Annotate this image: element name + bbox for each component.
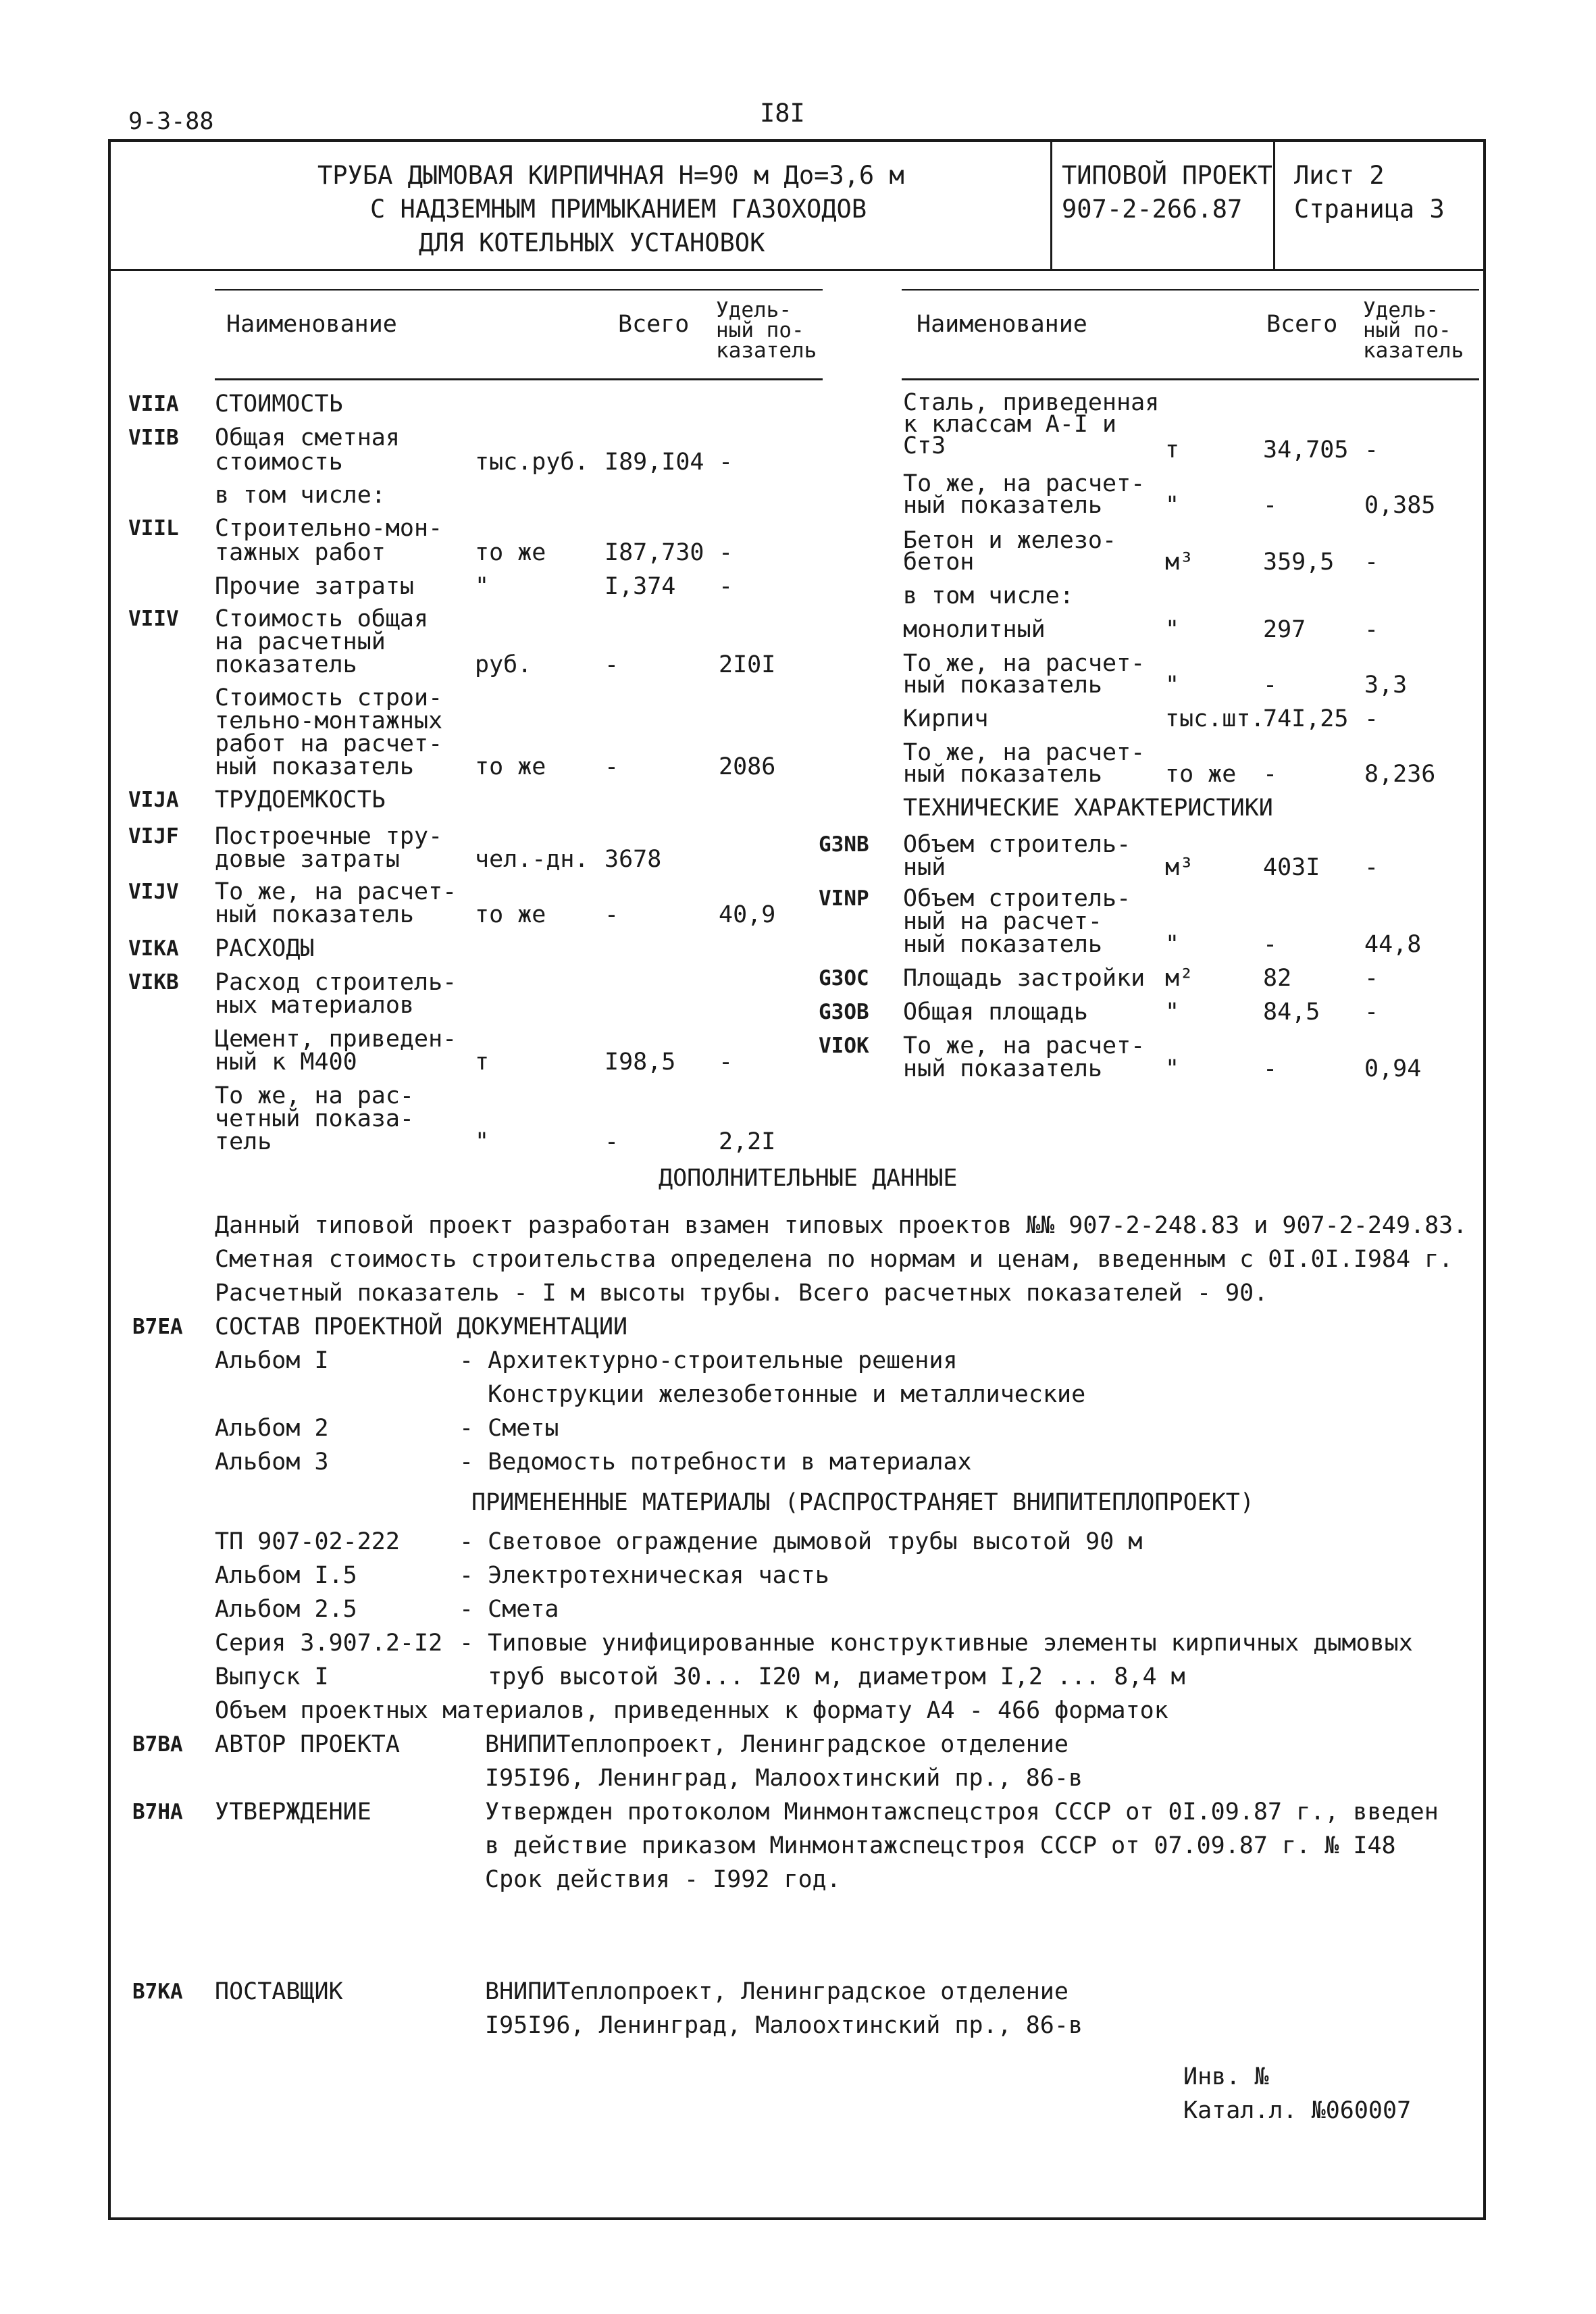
row-name: Объем строитель- [903,885,1131,912]
inventory-number: Инв. № [1183,2063,1269,2090]
row-unit: тыс.руб. [475,449,589,476]
row-name: Общая площадь [903,999,1088,1026]
row-unit: " [1165,1055,1180,1082]
row-name: бетон [903,549,975,576]
row-spec: 0,94 [1364,1055,1422,1082]
row-name: Построечные тру- [215,823,443,850]
header-rule-bottom [215,378,823,380]
applied-text: труб высотой 30... I20 м, диаметром I,2 ... 8,4 м [459,1663,1185,1690]
row-name: Стоимость общая [215,605,429,632]
approval-line: в действие приказом Минмонтажспецстроя СССР от 07.09.87 г. № I48 [485,1832,1396,1859]
row-total: 74I,25 [1263,705,1349,732]
row-code: VIKA [128,936,179,961]
row-name: ный [903,854,946,881]
row-code: G3OC [819,966,869,990]
author-line: ВНИПИТеплопроект, Ленинградское отделение [485,1731,1069,1758]
row-total: 34,705 [1263,436,1349,463]
row-name: ный на расчет- [903,908,1103,935]
row-total: I87,730 [604,539,704,566]
row-name: ный показатель [215,901,415,928]
section-code: B7BA [132,1732,183,1757]
row-total: - [604,1128,619,1155]
row-code: VIJA [128,788,179,812]
header-rule-top-right [902,289,1479,291]
row-unit: т [475,1049,490,1076]
header-name: Наименование [226,311,397,338]
approval-heading: УТВЕРЖДЕНИЕ [215,1799,371,1826]
album-text: - Сметы [459,1415,559,1442]
additional-heading: ДОПОЛНИТЕЛЬНЫЕ ДАННЫЕ [659,1165,958,1192]
row-total: 84,5 [1263,999,1320,1026]
row-name: То же, на рас- [215,1082,415,1109]
row-unit: " [475,573,490,600]
album-label: Альбом 2 [215,1415,329,1442]
row-name: стоимость [215,449,343,476]
row-total: 403I [1263,854,1320,881]
supplier-heading: ПОСТАВЩИК [215,1978,343,2005]
row-unit: чел.-дн. [475,846,589,873]
page-label: Страница 3 [1294,195,1445,224]
row-name: Цемент, приведен- [215,1026,457,1053]
row-unit: то же [475,753,546,780]
title-line-3: ДЛЯ КОТЕЛЬНЫХ УСТАНОВОК [419,228,765,257]
row-unit: " [1165,492,1180,519]
approval-line: Утвержден протоколом Минмонтажспецстроя СССР от 0I.09.87 г., введен [485,1799,1439,1826]
row-name: в том числе: [903,582,1074,609]
row-spec: - [1364,965,1379,992]
row-code: VIJF [128,824,179,849]
row-spec: 2I0I [719,651,776,678]
row-name: Ст3 [903,432,946,459]
page-number: I8I [760,99,805,128]
additional-paragraph: Сметная стоимость строительства определена по нормам и ценам, введенным с 0I.0I.I984 г. [215,1246,1453,1273]
row-name: Объем строитель- [903,831,1131,858]
row-name: ных материалов [215,992,415,1019]
title-divider-1 [1050,139,1052,270]
row-name: ТРУДОЕМКОСТЬ [215,786,386,813]
album-text: Конструкции железобетонные и металлические [459,1381,1086,1408]
row-spec: - [1364,549,1379,576]
section-code: B7EA [132,1315,183,1339]
row-spec: - [1364,616,1379,643]
row-name: То же, на расчет- [903,1032,1145,1059]
album-label: Альбом 3 [215,1449,329,1476]
header-rule-top [215,289,823,291]
section-code: B7HA [132,1800,183,1824]
header-total-right: Всего [1266,311,1338,338]
row-unit: то же [475,901,546,928]
row-unit: " [475,1128,490,1155]
header-name-right: Наименование [917,311,1087,338]
row-name: тель [215,1128,272,1155]
header-specific-right: Удель- ный по- казатель [1363,298,1464,363]
approval-line: Срок действия - I992 год. [485,1866,841,1893]
row-name: ный показатель [215,753,415,780]
row-name: Прочие затраты [215,573,415,600]
row-code: G3NB [819,832,869,857]
row-spec: 44,8 [1364,931,1422,958]
applied-volume: Объем проектных материалов, приведенных к формату А4 - 466 форматок [215,1697,1168,1724]
row-spec: - [719,449,733,476]
row-name: четный показа- [215,1105,415,1132]
row-name: То же, на расчет- [903,650,1145,677]
row-total: 82 [1263,965,1292,992]
row-unit: " [1165,999,1180,1026]
row-code: VIIB [128,426,179,450]
row-unit: " [1165,616,1180,643]
album-text: - Ведомость потребности в материалах [459,1449,972,1476]
supplier-line: I95I96, Ленинград, Малоохтинский пр., 86-в [485,2012,1083,2039]
applied-text: - Типовые унифицированные конструктивные элементы кирпичных дымовых [459,1630,1413,1657]
applied-text: - Световое ограждение дымовой трубы высотой 90 м [459,1528,1143,1555]
applied-label: Альбом 2.5 [215,1596,357,1623]
additional-paragraph: Данный типовой проект разработан взамен типовых проектов №№ 907-2-248.83 и 907-2-249.83. [215,1212,1468,1239]
applied-text: - Электротехническая часть [459,1562,829,1589]
row-spec: - [719,539,733,566]
row-name: в том числе: [215,482,386,509]
row-code: VIIL [128,516,179,540]
row-name: ный показатель [903,492,1103,519]
row-total: - [604,651,619,678]
row-name: довые затраты [215,846,400,873]
row-name: Площадь застройки [903,965,1145,992]
row-code: VIJV [128,880,179,904]
row-code: VIIA [128,392,179,416]
row-spec: 2086 [719,753,776,780]
row-total: I98,5 [604,1049,676,1076]
row-total: - [604,753,619,780]
album-text: - Архитектурно-строительные решения [459,1347,958,1374]
row-unit: " [1165,672,1180,699]
catalog-number: Катал.л. №060007 [1183,2097,1412,2124]
applied-label: Альбом I.5 [215,1562,357,1589]
row-total: - [1263,492,1278,519]
row-name: РАСХОДЫ [215,935,315,962]
row-code: VIOK [819,1034,869,1058]
stamp-date: 9-3-88 [128,108,214,135]
header-specific: Удель- ный по- казатель [716,298,817,363]
row-spec: - [1364,705,1379,732]
row-total: - [1263,672,1278,699]
row-spec: - [719,573,733,600]
row-spec: 0,385 [1364,492,1436,519]
row-spec: 40,9 [719,901,776,928]
row-total: - [1263,761,1278,788]
supplier-line: ВНИПИТеплопроект, Ленинградское отделение [485,1978,1069,2005]
row-name: Бетон и железо- [903,527,1117,554]
row-spec: - [1364,999,1379,1026]
row-unit: то же [1165,761,1237,788]
applied-label: ТП 907-02-222 [215,1528,400,1555]
row-name: То же, на расчет- [903,739,1145,766]
section-heading: ТЕХНИЧЕСКИЕ ХАРАКТЕРИСТИКИ [903,795,1273,822]
row-name: Сталь, приведенная [903,389,1160,416]
row-name: тельно-монтажных [215,707,443,734]
row-name: к классам А-I и [903,411,1117,438]
row-name: Строительно-мон- [215,515,443,542]
row-code: VIIV [128,607,179,631]
header-rule-bottom-right [902,378,1479,380]
row-name: монолитный [903,616,1046,643]
author-heading: АВТОР ПРОЕКТА [215,1731,400,1758]
header-total: Всего [618,311,690,338]
row-spec: - [1364,436,1379,463]
row-total: 297 [1263,616,1306,643]
row-name: показатель [215,651,357,678]
row-name: ный к М400 [215,1049,357,1076]
row-name: ный показатель [903,1055,1103,1082]
row-total: - [1263,931,1278,958]
album-label: Альбом I [215,1347,329,1374]
row-name: ный показатель [903,931,1103,958]
row-unit: тыс.шт. [1165,705,1265,732]
project-label: ТИПОВОЙ ПРОЕКТ [1062,161,1272,190]
project-number: 907-2-266.87 [1062,195,1243,224]
row-spec: - [719,1049,733,1076]
row-total: 3678 [604,846,662,873]
section-code: B7KA [132,1980,183,2004]
row-unit: руб. [475,651,532,678]
title-block-divider [108,269,1486,271]
applied-text: - Смета [459,1596,559,1623]
row-total: - [1263,1055,1278,1082]
row-total: - [604,901,619,928]
row-name: Расход строитель- [215,969,457,996]
row-code: G3OB [819,1000,869,1024]
row-name: Общая сметная [215,424,400,451]
row-name: Стоимость строи- [215,684,443,711]
row-unit: м² [1165,965,1194,992]
row-name: тажных работ [215,539,386,566]
row-name: Кирпич [903,705,989,732]
row-total: I,374 [604,573,676,600]
row-name: ный показатель [903,672,1103,699]
applied-label: Серия 3.907.2-I2 [215,1630,443,1657]
row-unit: то же [475,539,546,566]
row-unit: м³ [1165,549,1194,576]
row-spec: 2,2I [719,1128,776,1155]
applied-heading: ПРИМЕНЕННЫЕ МАТЕРИАЛЫ (РАСПРОСТРАНЯЕТ ВНИПИТЕПЛОПРОЕКТ) [471,1489,1254,1516]
additional-paragraph: Расчетный показатель - I м высоты трубы. Всего расчетных показателей - 90. [215,1280,1268,1307]
row-name: СТОИМОСТЬ [215,391,343,418]
row-total: I89,I04 [604,449,704,476]
row-unit: т [1165,436,1180,463]
row-spec: 8,236 [1364,761,1436,788]
row-name: работ на расчет- [215,730,443,757]
title-line-1: ТРУБА ДЫМОВАЯ КИРПИЧНАЯ Н=90 м До=3,6 м [317,161,904,190]
title-divider-2 [1273,139,1275,270]
row-name: То же, на расчет- [903,470,1145,497]
row-spec: 3,3 [1364,672,1408,699]
row-unit: м³ [1165,854,1194,881]
title-line-2: С НАДЗЕМНЫМ ПРИМЫКАНИЕМ ГАЗОХОДОВ [370,195,867,224]
author-line: I95I96, Ленинград, Малоохтинский пр., 86-в [485,1765,1083,1792]
row-unit: " [1165,931,1180,958]
applied-label: Выпуск I [215,1663,329,1690]
row-total: 359,5 [1263,549,1335,576]
composition-heading: СОСТАВ ПРОЕКТНОЙ ДОКУМЕНТАЦИИ [215,1313,628,1340]
row-spec: - [1364,854,1379,881]
row-code: VIKB [128,970,179,995]
row-name: на расчетный [215,628,386,655]
sheet-number: Лист 2 [1294,161,1385,190]
row-name: ный показатель [903,761,1103,788]
row-code: VINP [819,886,869,911]
row-name: То же, на расчет- [215,878,457,905]
